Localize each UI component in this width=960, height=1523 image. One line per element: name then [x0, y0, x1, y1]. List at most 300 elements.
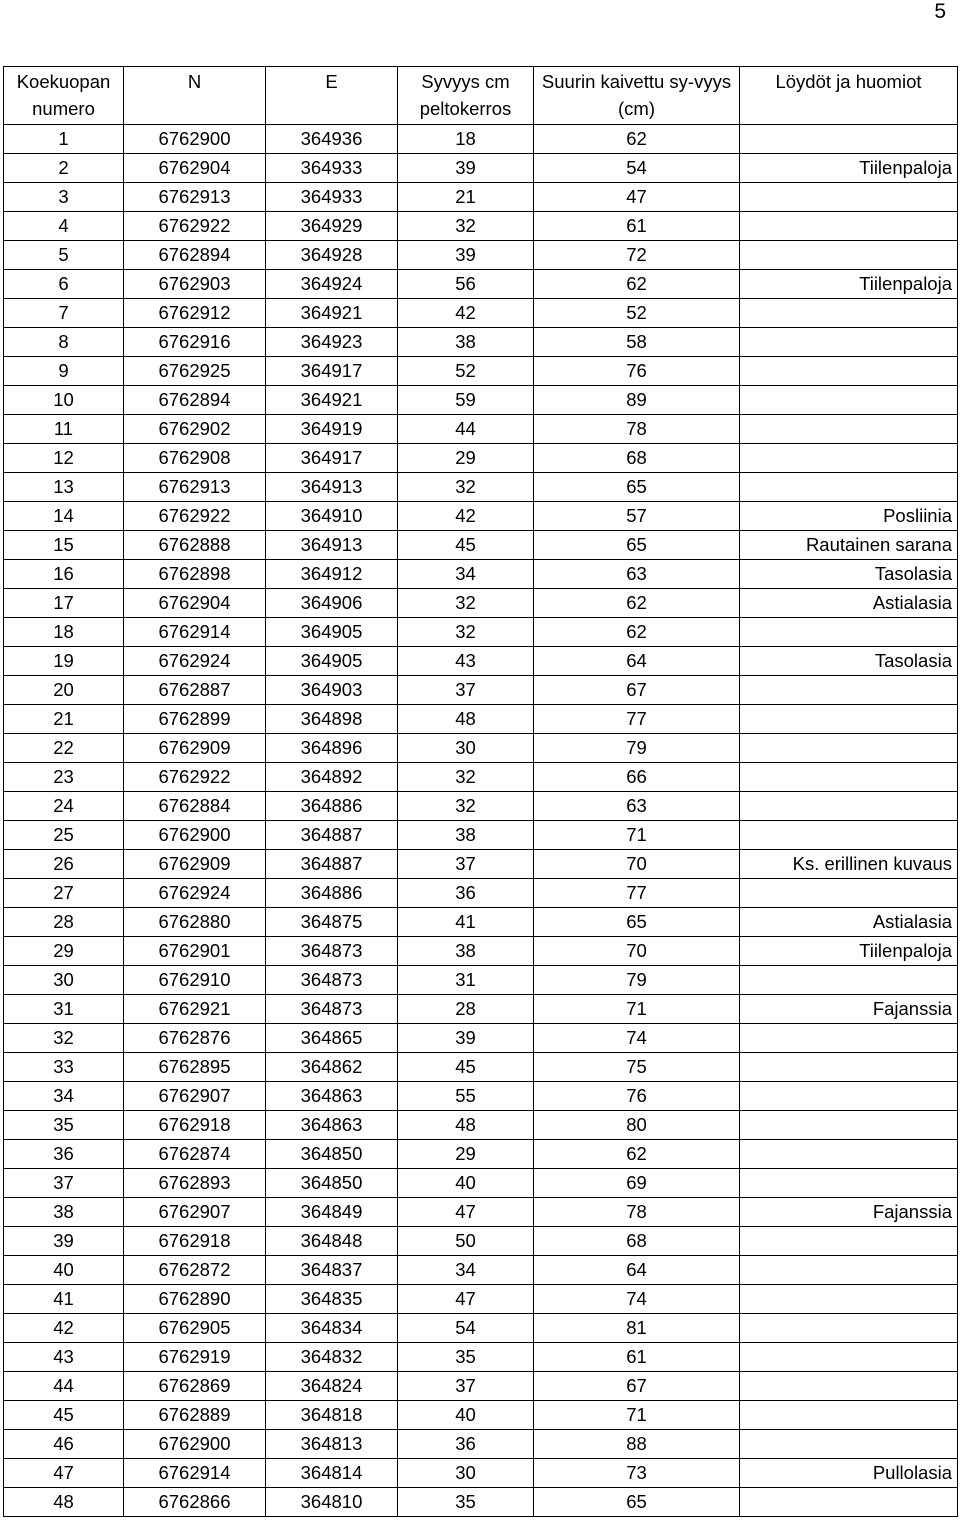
- cell-n: 6762894: [124, 241, 266, 270]
- cell-syvyys: 54: [398, 1314, 534, 1343]
- cell-e: 364903: [266, 676, 398, 705]
- table-row: [4, 1198, 958, 1227]
- cell-loydot: [740, 1488, 958, 1517]
- cell-loydot: [740, 1401, 958, 1430]
- cell-suurin-syvyys: 65: [534, 531, 740, 560]
- cell-n: 6762904: [124, 154, 266, 183]
- cell-n: 6762874: [124, 1140, 266, 1169]
- cell-numero: 24: [4, 792, 124, 821]
- cell-numero: 5: [4, 241, 124, 270]
- cell-syvyys: 29: [398, 444, 534, 473]
- cell-numero: 22: [4, 734, 124, 763]
- cell-loydot: Tasolasia: [740, 560, 958, 589]
- cell-suurin-syvyys: 88: [534, 1430, 740, 1459]
- cell-suurin-syvyys: 68: [534, 444, 740, 473]
- cell-e: 364873: [266, 966, 398, 995]
- cell-loydot: [740, 444, 958, 473]
- cell-suurin-syvyys: 65: [534, 908, 740, 937]
- cell-e: 364873: [266, 937, 398, 966]
- cell-n: 6762872: [124, 1256, 266, 1285]
- cell-syvyys: 48: [398, 1111, 534, 1140]
- cell-numero: 34: [4, 1082, 124, 1111]
- cell-e: 364850: [266, 1169, 398, 1198]
- cell-syvyys: 35: [398, 1488, 534, 1517]
- cell-loydot: [740, 1024, 958, 1053]
- cell-n: 6762905: [124, 1314, 266, 1343]
- test-pit-table: [3, 66, 958, 1517]
- cell-suurin-syvyys: 76: [534, 1082, 740, 1111]
- cell-syvyys: 34: [398, 1256, 534, 1285]
- table-row: [4, 415, 958, 444]
- cell-loydot: [740, 1169, 958, 1198]
- cell-suurin-syvyys: 79: [534, 966, 740, 995]
- table-row: [4, 299, 958, 328]
- cell-n: 6762907: [124, 1082, 266, 1111]
- cell-syvyys: 36: [398, 1430, 534, 1459]
- cell-loydot: [740, 473, 958, 502]
- cell-loydot: [740, 1082, 958, 1111]
- cell-syvyys: 32: [398, 763, 534, 792]
- cell-suurin-syvyys: 71: [534, 1401, 740, 1430]
- table-row: [4, 1314, 958, 1343]
- cell-loydot: [740, 763, 958, 792]
- cell-suurin-syvyys: 69: [534, 1169, 740, 1198]
- cell-numero: 13: [4, 473, 124, 502]
- cell-e: 364824: [266, 1372, 398, 1401]
- cell-e: 364835: [266, 1285, 398, 1314]
- cell-e: 364863: [266, 1111, 398, 1140]
- cell-suurin-syvyys: 77: [534, 705, 740, 734]
- table-row: [4, 966, 958, 995]
- cell-loydot: [740, 1053, 958, 1082]
- cell-n: 6762900: [124, 1430, 266, 1459]
- cell-n: 6762890: [124, 1285, 266, 1314]
- cell-loydot: [740, 1285, 958, 1314]
- cell-numero: 29: [4, 937, 124, 966]
- cell-syvyys: 32: [398, 212, 534, 241]
- cell-numero: 17: [4, 589, 124, 618]
- cell-e: 364921: [266, 299, 398, 328]
- table-row: [4, 1169, 958, 1198]
- cell-loydot: Tiilenpaloja: [740, 937, 958, 966]
- cell-e: 364863: [266, 1082, 398, 1111]
- table-row: [4, 212, 958, 241]
- table-row: [4, 386, 958, 415]
- cell-syvyys: 39: [398, 1024, 534, 1053]
- cell-n: 6762894: [124, 386, 266, 415]
- cell-syvyys: 36: [398, 879, 534, 908]
- cell-syvyys: 28: [398, 995, 534, 1024]
- cell-numero: 35: [4, 1111, 124, 1140]
- cell-numero: 20: [4, 676, 124, 705]
- cell-e: 364905: [266, 647, 398, 676]
- table-row: [4, 734, 958, 763]
- cell-suurin-syvyys: 62: [534, 125, 740, 154]
- cell-e: 364850: [266, 1140, 398, 1169]
- cell-n: 6762869: [124, 1372, 266, 1401]
- table-row: [4, 1285, 958, 1314]
- cell-e: 364917: [266, 444, 398, 473]
- cell-e: 364896: [266, 734, 398, 763]
- table-row: [4, 1459, 958, 1488]
- cell-numero: 41: [4, 1285, 124, 1314]
- cell-n: 6762901: [124, 937, 266, 966]
- cell-n: 6762907: [124, 1198, 266, 1227]
- cell-n: 6762922: [124, 502, 266, 531]
- cell-n: 6762889: [124, 1401, 266, 1430]
- cell-syvyys: 37: [398, 850, 534, 879]
- cell-syvyys: 39: [398, 241, 534, 270]
- table-row: [4, 676, 958, 705]
- table-row: [4, 1053, 958, 1082]
- cell-syvyys: 39: [398, 154, 534, 183]
- cell-suurin-syvyys: 63: [534, 792, 740, 821]
- cell-n: 6762922: [124, 763, 266, 792]
- table-row: [4, 850, 958, 879]
- header-n: N: [124, 67, 266, 125]
- cell-n: 6762924: [124, 879, 266, 908]
- cell-loydot: [740, 879, 958, 908]
- table-row: [4, 357, 958, 386]
- cell-suurin-syvyys: 78: [534, 1198, 740, 1227]
- cell-suurin-syvyys: 61: [534, 212, 740, 241]
- cell-numero: 32: [4, 1024, 124, 1053]
- table-row: [4, 328, 958, 357]
- table-row: [4, 995, 958, 1024]
- table-row: [4, 1430, 958, 1459]
- cell-suurin-syvyys: 70: [534, 937, 740, 966]
- cell-numero: 7: [4, 299, 124, 328]
- table-row: [4, 1401, 958, 1430]
- table-row: [4, 1140, 958, 1169]
- table-row: [4, 1227, 958, 1256]
- table-header-row: [4, 67, 958, 125]
- cell-numero: 47: [4, 1459, 124, 1488]
- cell-n: 6762876: [124, 1024, 266, 1053]
- cell-suurin-syvyys: 65: [534, 473, 740, 502]
- cell-e: 364898: [266, 705, 398, 734]
- cell-loydot: [740, 1227, 958, 1256]
- cell-n: 6762910: [124, 966, 266, 995]
- cell-syvyys: 40: [398, 1401, 534, 1430]
- cell-e: 364912: [266, 560, 398, 589]
- cell-loydot: Tasolasia: [740, 647, 958, 676]
- cell-numero: 42: [4, 1314, 124, 1343]
- cell-syvyys: 45: [398, 1053, 534, 1082]
- cell-numero: 46: [4, 1430, 124, 1459]
- cell-e: 364875: [266, 908, 398, 937]
- cell-e: 364862: [266, 1053, 398, 1082]
- cell-loydot: [740, 1430, 958, 1459]
- table-row: [4, 473, 958, 502]
- cell-numero: 40: [4, 1256, 124, 1285]
- cell-n: 6762916: [124, 328, 266, 357]
- cell-n: 6762909: [124, 734, 266, 763]
- cell-syvyys: 37: [398, 676, 534, 705]
- cell-loydot: [740, 415, 958, 444]
- cell-syvyys: 47: [398, 1285, 534, 1314]
- cell-e: 364924: [266, 270, 398, 299]
- cell-loydot: Tiilenpaloja: [740, 270, 958, 299]
- cell-numero: 30: [4, 966, 124, 995]
- cell-syvyys: 45: [398, 531, 534, 560]
- cell-syvyys: 56: [398, 270, 534, 299]
- table-row: [4, 1256, 958, 1285]
- cell-numero: 6: [4, 270, 124, 299]
- cell-numero: 4: [4, 212, 124, 241]
- table-body: [4, 125, 958, 1517]
- cell-n: 6762903: [124, 270, 266, 299]
- table-row: [4, 154, 958, 183]
- cell-n: 6762918: [124, 1227, 266, 1256]
- cell-suurin-syvyys: 64: [534, 647, 740, 676]
- table-row: [4, 502, 958, 531]
- cell-suurin-syvyys: 63: [534, 560, 740, 589]
- cell-syvyys: 43: [398, 647, 534, 676]
- cell-syvyys: 37: [398, 1372, 534, 1401]
- cell-n: 6762900: [124, 125, 266, 154]
- table-row: [4, 821, 958, 850]
- cell-loydot: Pullolasia: [740, 1459, 958, 1488]
- cell-numero: 19: [4, 647, 124, 676]
- cell-syvyys: 59: [398, 386, 534, 415]
- cell-loydot: [740, 1111, 958, 1140]
- cell-suurin-syvyys: 71: [534, 995, 740, 1024]
- table-row: [4, 560, 958, 589]
- cell-e: 364873: [266, 995, 398, 1024]
- cell-suurin-syvyys: 78: [534, 415, 740, 444]
- cell-loydot: [740, 328, 958, 357]
- cell-suurin-syvyys: 66: [534, 763, 740, 792]
- cell-syvyys: 38: [398, 937, 534, 966]
- cell-numero: 16: [4, 560, 124, 589]
- cell-e: 364929: [266, 212, 398, 241]
- cell-syvyys: 42: [398, 299, 534, 328]
- cell-e: 364848: [266, 1227, 398, 1256]
- cell-syvyys: 47: [398, 1198, 534, 1227]
- cell-loydot: [740, 618, 958, 647]
- cell-n: 6762880: [124, 908, 266, 937]
- cell-loydot: Tiilenpaloja: [740, 154, 958, 183]
- cell-n: 6762888: [124, 531, 266, 560]
- cell-numero: 38: [4, 1198, 124, 1227]
- cell-loydot: [740, 1256, 958, 1285]
- cell-n: 6762898: [124, 560, 266, 589]
- cell-loydot: [740, 821, 958, 850]
- cell-e: 364834: [266, 1314, 398, 1343]
- cell-suurin-syvyys: 62: [534, 589, 740, 618]
- table-row: [4, 1343, 958, 1372]
- cell-loydot: [740, 734, 958, 763]
- cell-numero: 26: [4, 850, 124, 879]
- cell-suurin-syvyys: 74: [534, 1024, 740, 1053]
- cell-n: 6762912: [124, 299, 266, 328]
- cell-syvyys: 55: [398, 1082, 534, 1111]
- cell-n: 6762913: [124, 473, 266, 502]
- header-e: E: [266, 67, 398, 125]
- cell-n: 6762893: [124, 1169, 266, 1198]
- cell-syvyys: 38: [398, 821, 534, 850]
- table-row: [4, 589, 958, 618]
- cell-suurin-syvyys: 62: [534, 1140, 740, 1169]
- cell-numero: 21: [4, 705, 124, 734]
- cell-e: 364892: [266, 763, 398, 792]
- cell-e: 364865: [266, 1024, 398, 1053]
- cell-syvyys: 48: [398, 705, 534, 734]
- cell-e: 364886: [266, 879, 398, 908]
- cell-numero: 10: [4, 386, 124, 415]
- cell-n: 6762914: [124, 1459, 266, 1488]
- cell-n: 6762922: [124, 212, 266, 241]
- cell-suurin-syvyys: 73: [534, 1459, 740, 1488]
- table-row: [4, 908, 958, 937]
- cell-e: 364887: [266, 850, 398, 879]
- cell-suurin-syvyys: 62: [534, 618, 740, 647]
- cell-loydot: [740, 1140, 958, 1169]
- cell-loydot: Ks. erillinen kuvaus: [740, 850, 958, 879]
- cell-syvyys: 32: [398, 792, 534, 821]
- cell-numero: 45: [4, 1401, 124, 1430]
- cell-n: 6762866: [124, 1488, 266, 1517]
- cell-suurin-syvyys: 65: [534, 1488, 740, 1517]
- cell-numero: 2: [4, 154, 124, 183]
- cell-e: 364906: [266, 589, 398, 618]
- cell-e: 364818: [266, 1401, 398, 1430]
- cell-syvyys: 30: [398, 734, 534, 763]
- cell-suurin-syvyys: 71: [534, 821, 740, 850]
- cell-numero: 8: [4, 328, 124, 357]
- cell-numero: 9: [4, 357, 124, 386]
- cell-e: 364936: [266, 125, 398, 154]
- cell-e: 364810: [266, 1488, 398, 1517]
- cell-n: 6762904: [124, 589, 266, 618]
- cell-e: 364913: [266, 473, 398, 502]
- cell-numero: 18: [4, 618, 124, 647]
- cell-loydot: [740, 183, 958, 212]
- page-number: 5: [934, 0, 946, 23]
- cell-syvyys: 32: [398, 618, 534, 647]
- cell-suurin-syvyys: 80: [534, 1111, 740, 1140]
- cell-n: 6762919: [124, 1343, 266, 1372]
- table-row: [4, 763, 958, 792]
- cell-n: 6762900: [124, 821, 266, 850]
- cell-e: 364832: [266, 1343, 398, 1372]
- cell-suurin-syvyys: 67: [534, 676, 740, 705]
- cell-e: 364923: [266, 328, 398, 357]
- cell-loydot: Fajanssia: [740, 1198, 958, 1227]
- cell-numero: 1: [4, 125, 124, 154]
- table-row: [4, 1488, 958, 1517]
- cell-loydot: [740, 1314, 958, 1343]
- cell-numero: 27: [4, 879, 124, 908]
- cell-syvyys: 31: [398, 966, 534, 995]
- cell-numero: 48: [4, 1488, 124, 1517]
- cell-syvyys: 38: [398, 328, 534, 357]
- cell-numero: 23: [4, 763, 124, 792]
- cell-e: 364813: [266, 1430, 398, 1459]
- cell-numero: 31: [4, 995, 124, 1024]
- cell-loydot: Fajanssia: [740, 995, 958, 1024]
- cell-numero: 44: [4, 1372, 124, 1401]
- cell-syvyys: 40: [398, 1169, 534, 1198]
- cell-suurin-syvyys: 52: [534, 299, 740, 328]
- cell-e: 364886: [266, 792, 398, 821]
- cell-loydot: [740, 386, 958, 415]
- cell-suurin-syvyys: 77: [534, 879, 740, 908]
- header-syvyys: Syvyys cm peltokerros: [398, 67, 534, 125]
- cell-syvyys: 41: [398, 908, 534, 937]
- cell-numero: 36: [4, 1140, 124, 1169]
- cell-e: 364905: [266, 618, 398, 647]
- cell-suurin-syvyys: 61: [534, 1343, 740, 1372]
- cell-loydot: [740, 125, 958, 154]
- cell-n: 6762902: [124, 415, 266, 444]
- cell-suurin-syvyys: 70: [534, 850, 740, 879]
- cell-numero: 25: [4, 821, 124, 850]
- cell-loydot: [740, 705, 958, 734]
- cell-e: 364919: [266, 415, 398, 444]
- header-suurin-syvyys: Suurin kaivettu sy-vyys (cm): [534, 67, 740, 125]
- cell-numero: 39: [4, 1227, 124, 1256]
- cell-suurin-syvyys: 58: [534, 328, 740, 357]
- table-row: [4, 647, 958, 676]
- cell-loydot: Astialasia: [740, 908, 958, 937]
- cell-e: 364921: [266, 386, 398, 415]
- cell-n: 6762895: [124, 1053, 266, 1082]
- cell-loydot: [740, 966, 958, 995]
- cell-syvyys: 35: [398, 1343, 534, 1372]
- cell-syvyys: 32: [398, 589, 534, 618]
- cell-e: 364933: [266, 183, 398, 212]
- cell-e: 364814: [266, 1459, 398, 1488]
- cell-suurin-syvyys: 68: [534, 1227, 740, 1256]
- cell-e: 364913: [266, 531, 398, 560]
- cell-loydot: [740, 1372, 958, 1401]
- cell-suurin-syvyys: 67: [534, 1372, 740, 1401]
- cell-n: 6762918: [124, 1111, 266, 1140]
- cell-loydot: [740, 299, 958, 328]
- cell-loydot: [740, 241, 958, 270]
- table-row: [4, 444, 958, 473]
- cell-suurin-syvyys: 89: [534, 386, 740, 415]
- table-row: [4, 792, 958, 821]
- cell-syvyys: 44: [398, 415, 534, 444]
- header-loydot: Löydöt ja huomiot: [740, 67, 958, 125]
- cell-n: 6762914: [124, 618, 266, 647]
- table-row: [4, 937, 958, 966]
- cell-loydot: Rautainen sarana: [740, 531, 958, 560]
- cell-n: 6762899: [124, 705, 266, 734]
- table-row: [4, 1111, 958, 1140]
- table-row: [4, 1024, 958, 1053]
- cell-loydot: [740, 1343, 958, 1372]
- cell-loydot: Astialasia: [740, 589, 958, 618]
- cell-numero: 11: [4, 415, 124, 444]
- cell-e: 364928: [266, 241, 398, 270]
- cell-syvyys: 32: [398, 473, 534, 502]
- header-koekuopan-numero: Koekuopan numero: [4, 67, 124, 125]
- cell-suurin-syvyys: 72: [534, 241, 740, 270]
- cell-e: 364837: [266, 1256, 398, 1285]
- cell-numero: 15: [4, 531, 124, 560]
- cell-loydot: [740, 792, 958, 821]
- cell-syvyys: 42: [398, 502, 534, 531]
- cell-suurin-syvyys: 74: [534, 1285, 740, 1314]
- cell-n: 6762913: [124, 183, 266, 212]
- cell-e: 364917: [266, 357, 398, 386]
- table-row: [4, 1082, 958, 1111]
- cell-suurin-syvyys: 47: [534, 183, 740, 212]
